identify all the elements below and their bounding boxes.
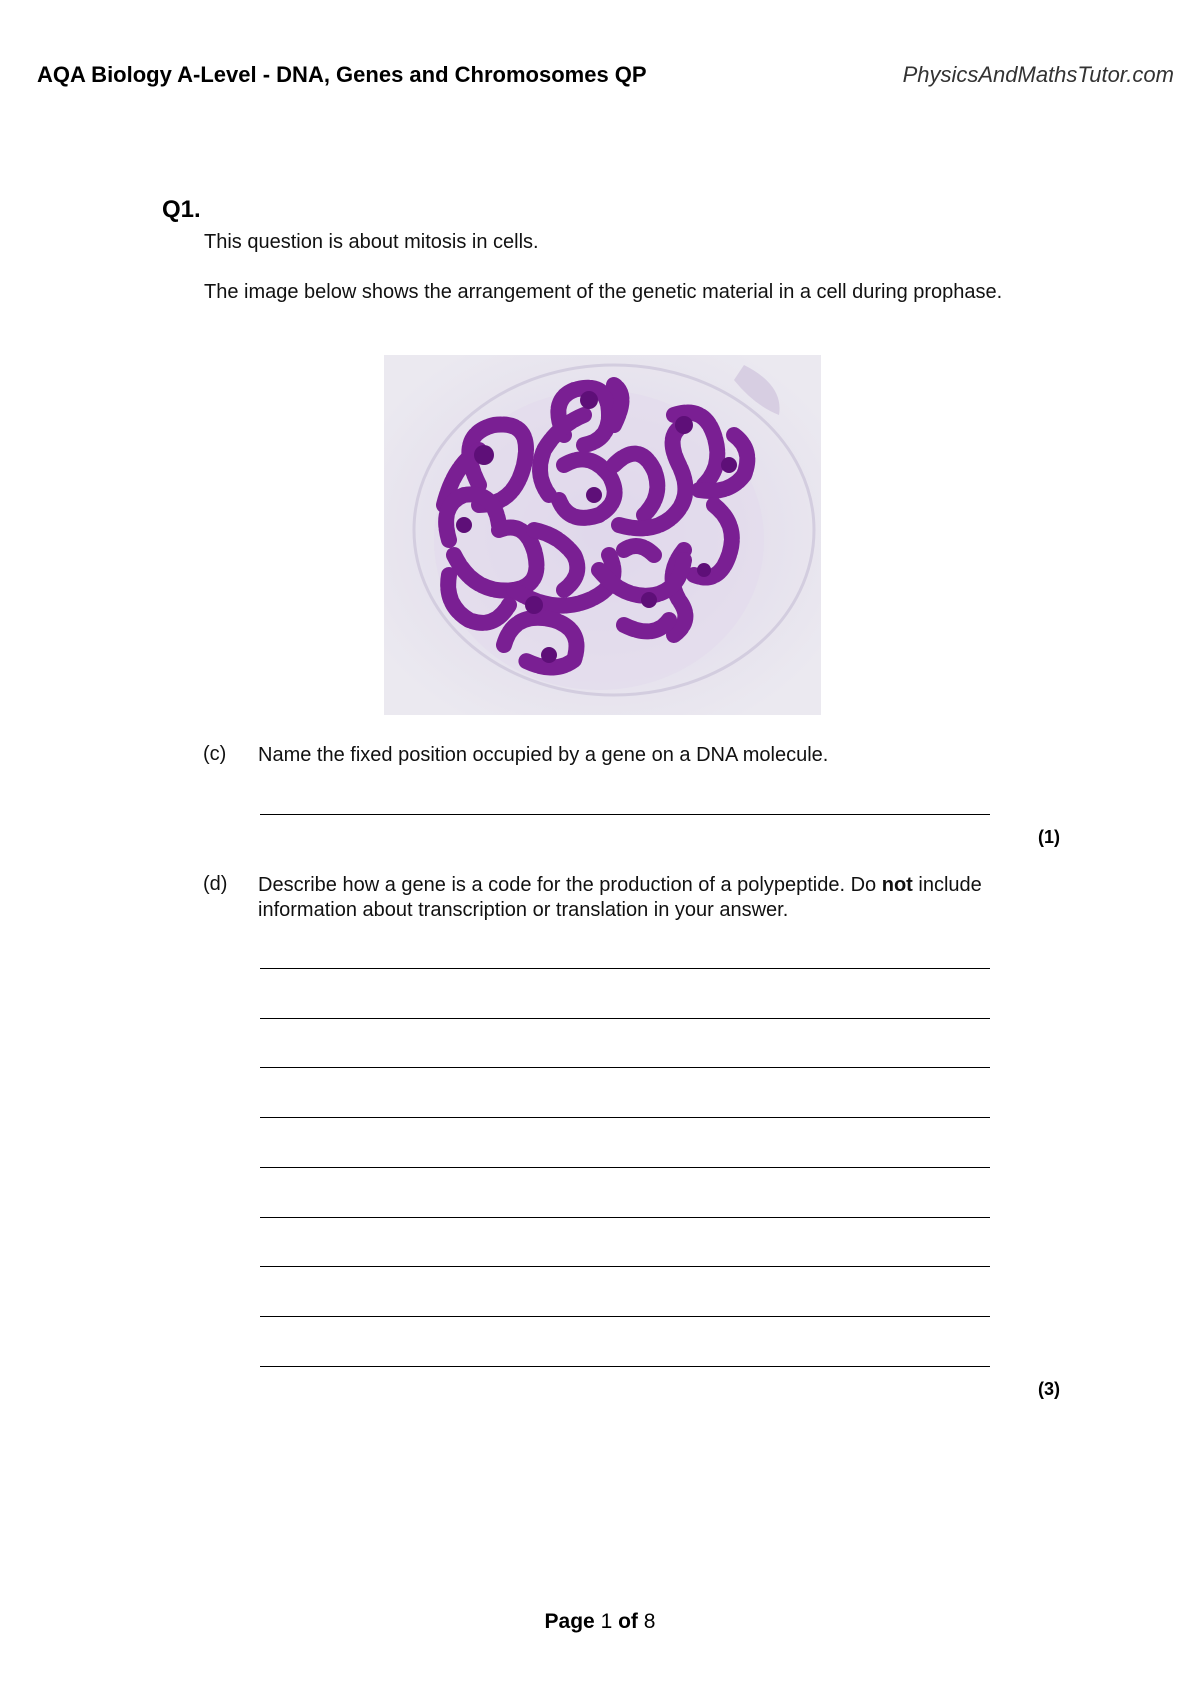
question-number: Q1. — [162, 196, 201, 223]
answer-line-c[interactable] — [260, 814, 990, 815]
part-d-text-before: Describe how a gene is a code for the production of a polypeptide. Do — [258, 874, 882, 896]
page-footer — [0, 1610, 1200, 1634]
question-description: The image below shows the arrangement of the genetic material in a cell during prophase. — [204, 281, 1003, 303]
part-c-label: (c) — [203, 743, 227, 765]
answer-line-d-8[interactable] — [260, 1316, 990, 1317]
answer-line-d-5[interactable] — [260, 1167, 990, 1168]
prophase-micrograph — [384, 355, 821, 715]
question-intro: This question is about mitosis in cells. — [204, 231, 539, 253]
document-title: AQA Biology A-Level - DNA, Genes and Chromosomes QP — [37, 62, 647, 87]
answer-line-d-9[interactable] — [260, 1366, 990, 1367]
site-name: PhysicsAndMathsTutor.com — [902, 62, 1174, 87]
answer-line-d-3[interactable] — [260, 1067, 990, 1068]
prophase-micrograph-illustration — [384, 355, 821, 715]
of-word: of — [618, 1610, 638, 1633]
answer-line-d-6[interactable] — [260, 1217, 990, 1218]
answer-line-d-2[interactable] — [260, 1018, 990, 1019]
part-d-text-after: include information about transcription or translation in your answer. — [258, 874, 982, 921]
total-pages: 8 — [643, 1610, 656, 1633]
part-d-label: (d) — [203, 873, 228, 895]
part-d-marks: (3) — [1038, 1379, 1060, 1399]
page-word: Page — [544, 1610, 595, 1633]
answer-line-d-4[interactable] — [260, 1117, 990, 1118]
page-number: 1 — [600, 1610, 613, 1633]
part-c-question: Name the fixed position occupied by a gene on a DNA molecule. — [258, 744, 829, 766]
answer-line-d-1[interactable] — [260, 968, 990, 969]
part-d-question — [258, 873, 998, 923]
part-c-marks: (1) — [1038, 827, 1060, 847]
part-d-emphasis: not — [881, 874, 913, 896]
answer-line-d-7[interactable] — [260, 1266, 990, 1267]
